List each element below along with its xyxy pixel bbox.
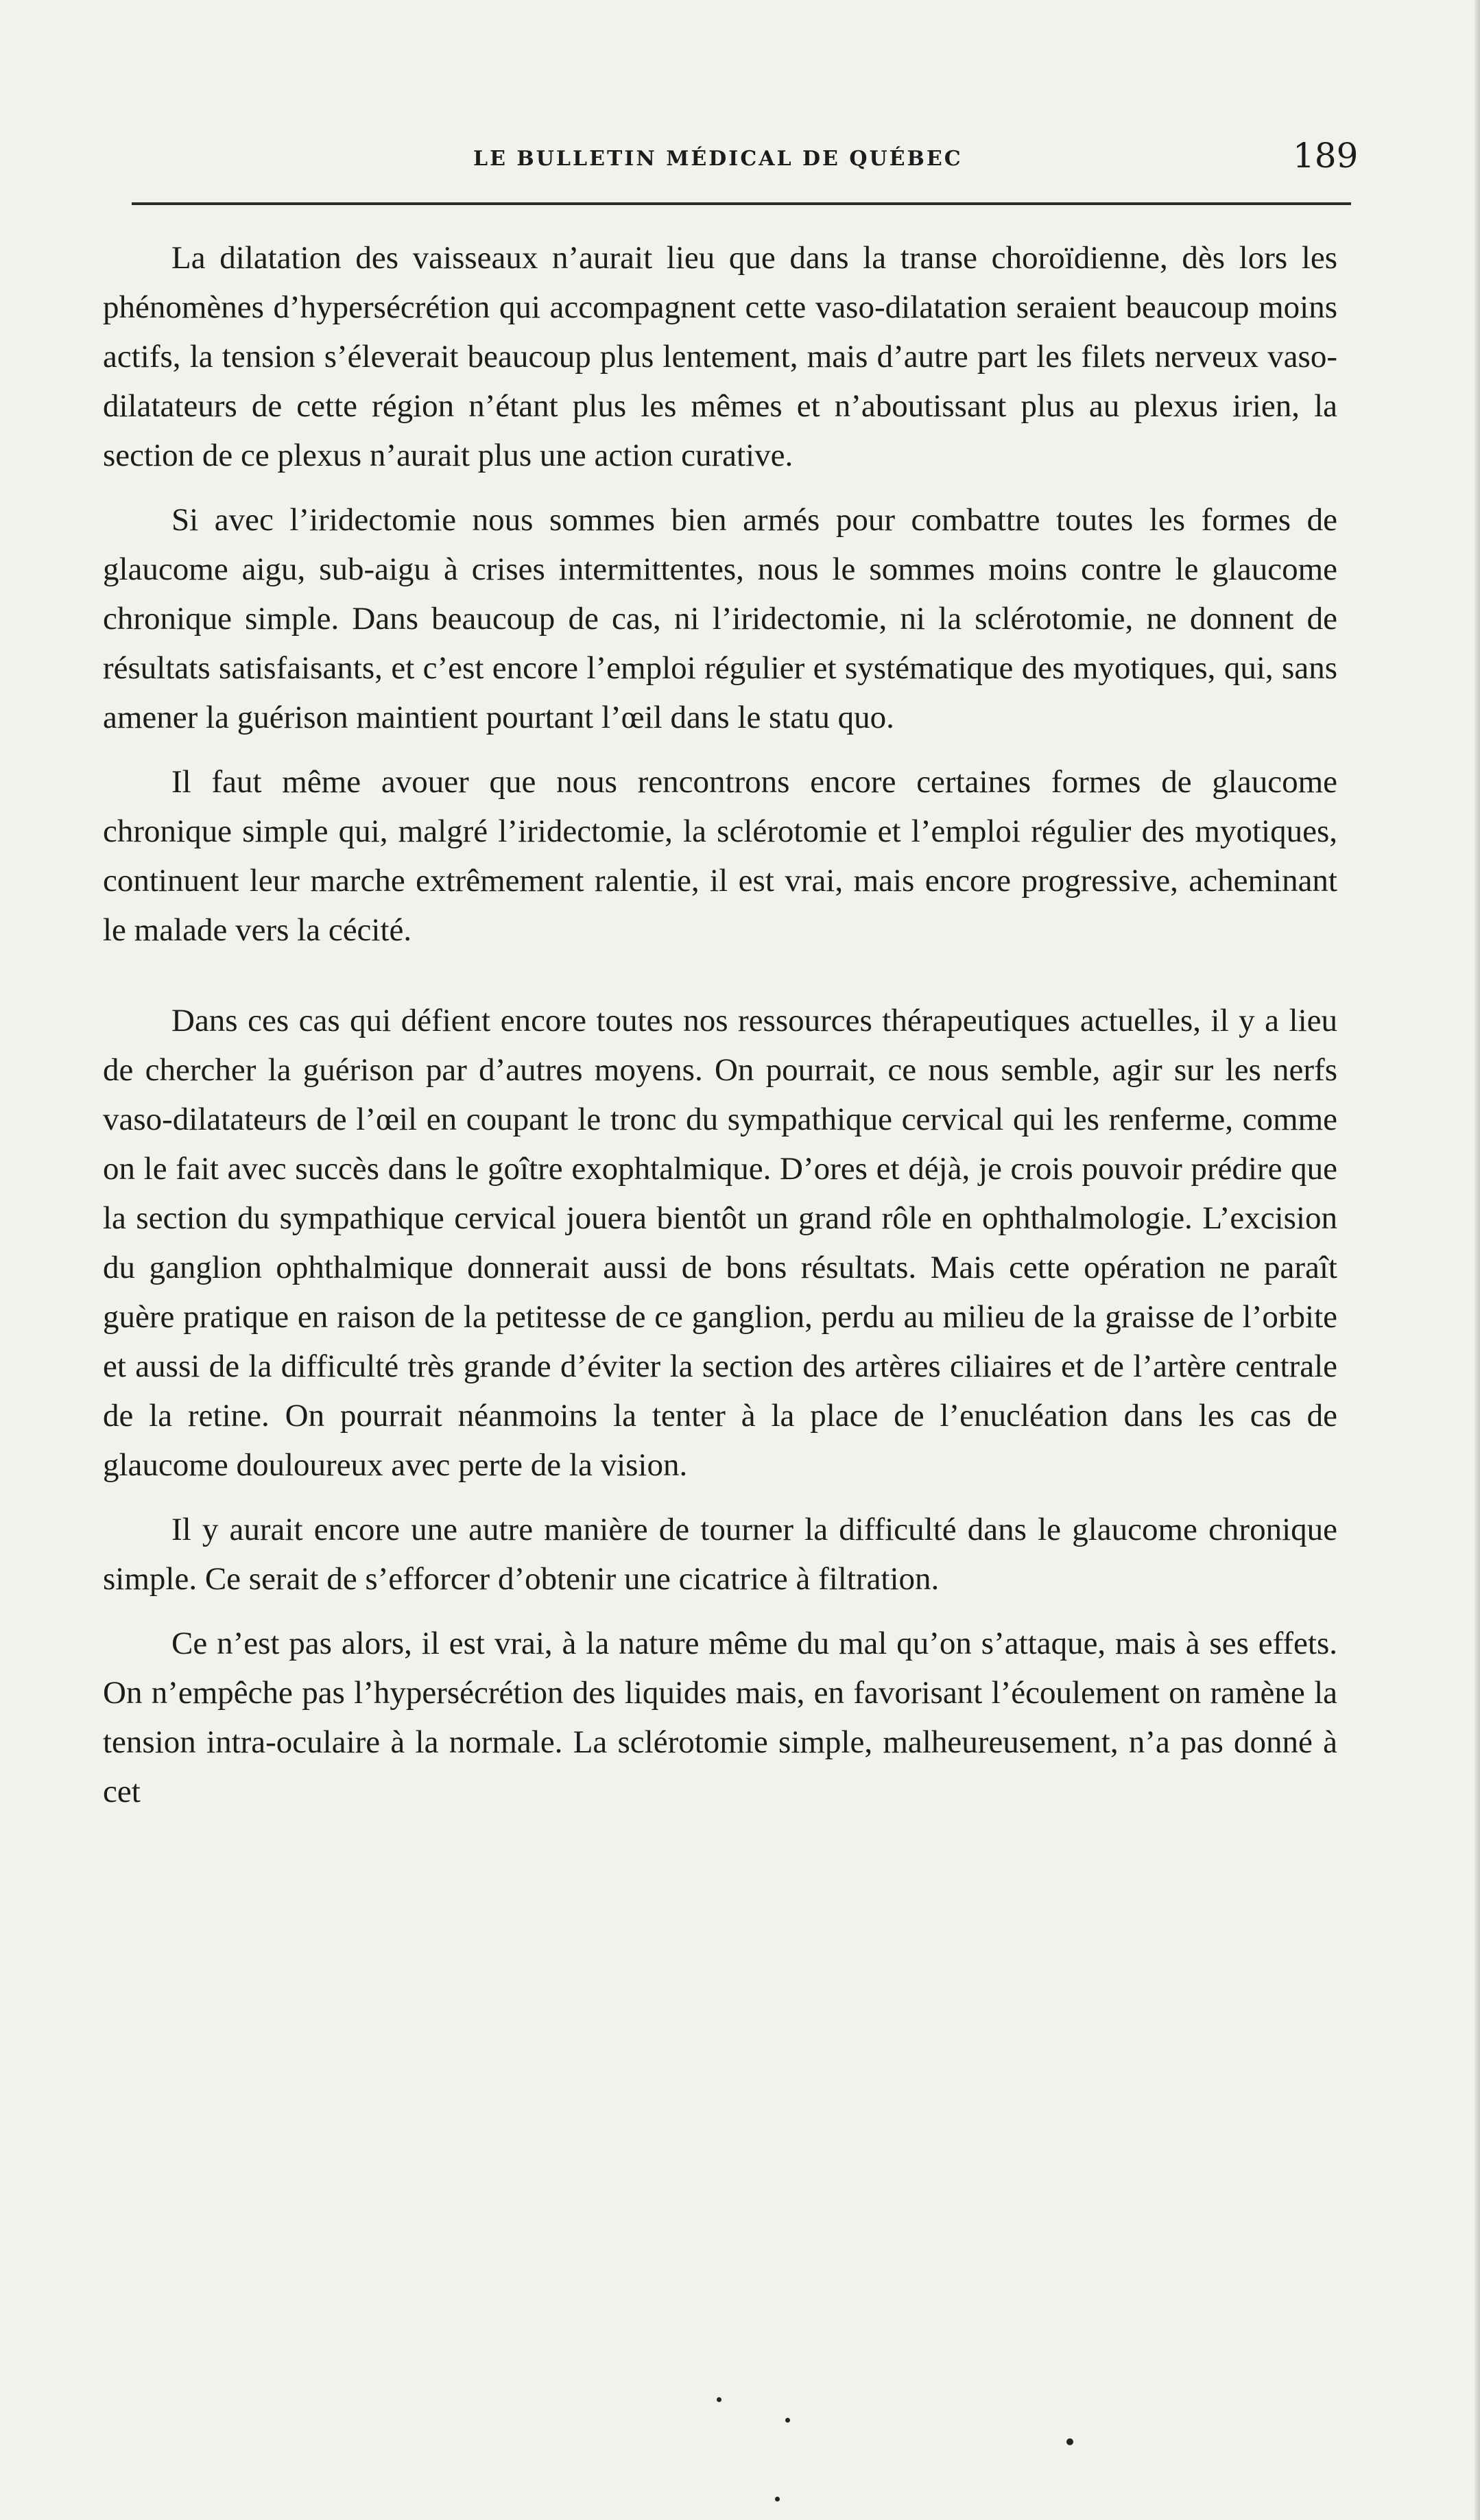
header-rule <box>132 202 1351 205</box>
paragraph-5: Il y aurait encore une autre manière de tourner la difficulté dans le glaucome chronique simple. Ce serait de s’efforcer d’obtenir une cicatrice à filtration. <box>103 1512 1337 1597</box>
paragraph-3: Il faut même avouer que nous rencontrons encore certaines formes de glaucome chronique simple qui, malgré l’iridectomie, la sclérotomie et l’emploi régulier des myotiques, continuent leur marche extrêmement ralentie, il est vrai, mais encore progressive, acheminant le malade vers la cécité. <box>103 764 1337 948</box>
paragraph-1: La dilatation des vaisseaux n’aurait lieu que dans la transe choroïdienne, dès lors les phénomènes d’hypersécrétion qui accompagnent cette vaso-dilatation seraient beaucoup moins actifs, la tension s’éleverait beaucoup plus lentement, mais d’autre part les filets nerveux vaso-dilatateurs de cette région n’étant plus les mêmes et n’aboutissant plus au plexus irien, la section de ce plexus n’aurait plus une action curative. <box>103 240 1337 473</box>
paragraph-2: Si avec l’iridectomie nous sommes bien armés pour combattre toutes les formes de glaucome aigu, sub-aigu à crises intermittentes, nous le sommes moins contre le glaucome chronique simple. Dans beaucoup de cas, ni l’iridectomie, ni la sclérotomie, ne donnent de résultats satisfaisants, et c’est encore l’emploi régulier et systématique des myotiques, qui, sans amener la guérison maintient pourtant l’œil dans le statu quo. <box>103 502 1337 735</box>
running-title: LE BULLETIN MÉDICAL DE QUÉBEC <box>473 147 963 171</box>
scan-speck <box>717 2397 721 2402</box>
page-number: 189 <box>1293 136 1359 176</box>
scan-speck <box>785 2418 790 2423</box>
scan-speck <box>1066 2438 1073 2445</box>
scan-speck <box>775 2497 780 2501</box>
scan-edge <box>1475 0 1480 2520</box>
paragraph-4: Dans ces cas qui défient encore toutes nos ressources thérapeutiques actuelles, il y a lieu de chercher la guérison par d’autres moyens. On pourrait, ce nous semble, agir sur les nerfs vaso-dilatateurs de l’œil en coupant le tronc du sympathique cervical qui les renferme, comme on le fait avec succès dans le goître exophtalmique. D’ores et déjà, je crois pouvoir prédire que la section du sympathique cervical jouera bientôt un grand rôle en ophthalmologie. L’excision du ganglion ophthalmique donnerait aussi de bons résultats. Mais cette opération ne paraît guère pratique en raison de la petitesse de ce ganglion, perdu au milieu de la graisse de l’orbite et aussi de la difficulté très grande d’éviter la section des artères ciliaires et de l’artère centrale de la retine. On pourrait néanmoins la tenter à la place de l’enucléation dans les cas de glaucome douloureux avec perte de la vision. <box>103 1003 1337 1483</box>
body-text <box>103 233 1337 1831</box>
paragraph-6: Ce n’est pas alors, il est vrai, à la nature même du mal qu’on s’attaque, mais à ses effets. On n’empêche pas l’hypersécrétion des liquides mais, en favorisant l’écoulement on ramène la tension intra-oculaire à la normale. La sclérotomie simple, malheureusement, n’a pas donné à cet <box>103 1626 1337 1809</box>
